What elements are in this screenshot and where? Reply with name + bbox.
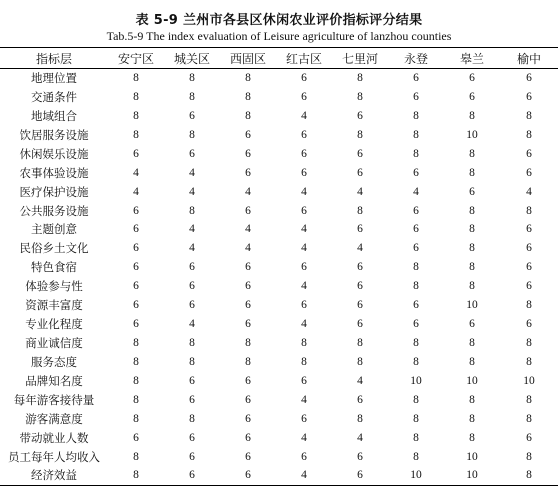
score-cell: 6 — [189, 280, 195, 293]
score-cell: 8 — [301, 356, 307, 369]
score-cell: 6 — [301, 90, 307, 103]
score-cell: 6 — [133, 318, 139, 331]
score-cell: 6 — [301, 299, 307, 312]
score-cell: 6 — [133, 431, 139, 444]
score-cell: 8 — [526, 412, 532, 425]
score-cell: 6 — [413, 204, 419, 217]
score-cell: 6 — [357, 261, 363, 274]
score-cell: 4 — [413, 185, 419, 198]
score-cell: 8 — [526, 128, 532, 141]
table-row — [0, 258, 558, 277]
score-cell: 8 — [189, 337, 195, 350]
score-cell: 8 — [133, 374, 139, 387]
table-row — [0, 466, 558, 485]
score-cell: 4 — [133, 185, 139, 198]
score-cell: 10 — [466, 450, 478, 463]
score-cell: 4 — [133, 166, 139, 179]
score-cell: 6 — [245, 280, 251, 293]
table-caption-en: Tab.5-9 The index evaluation of Leisure agriculture of lanzhou counties — [106, 29, 452, 43]
score-cell: 8 — [189, 128, 195, 141]
score-cell: 6 — [357, 109, 363, 122]
score-cell: 8 — [469, 109, 475, 122]
score-cell: 8 — [469, 223, 475, 236]
table-row — [0, 239, 558, 258]
score-cell: 8 — [245, 72, 251, 85]
score-cell: 6 — [526, 261, 532, 274]
score-cell: 6 — [413, 242, 419, 255]
table-row — [0, 277, 558, 296]
table-row — [0, 201, 558, 220]
score-cell: 8 — [133, 393, 139, 406]
row-indicator-label: 休闲娱乐设施 — [19, 146, 89, 161]
score-cell: 6 — [189, 109, 195, 122]
score-cell: 8 — [133, 337, 139, 350]
score-cell: 10 — [466, 374, 478, 387]
score-cell: 8 — [526, 204, 532, 217]
score-cell: 8 — [245, 337, 251, 350]
row-indicator-label: 农事体验设施 — [19, 165, 89, 180]
score-cell: 4 — [526, 185, 532, 198]
table-row — [0, 315, 558, 334]
score-cell: 6 — [301, 261, 307, 274]
score-cell: 4 — [301, 109, 307, 122]
row-indicator-label: 员工每年人均收入 — [8, 449, 100, 464]
score-cell: 6 — [413, 90, 419, 103]
row-indicator-label: 医疗保护设施 — [19, 184, 89, 199]
score-cell: 6 — [133, 204, 139, 217]
score-cell: 8 — [413, 393, 419, 406]
score-cell: 6 — [469, 185, 475, 198]
score-cell: 6 — [469, 72, 475, 85]
score-cell: 6 — [301, 128, 307, 141]
row-indicator-label: 体验参与性 — [25, 279, 83, 294]
score-cell: 6 — [189, 374, 195, 387]
score-cell: 6 — [133, 261, 139, 274]
score-cell: 8 — [357, 204, 363, 217]
score-cell: 6 — [245, 261, 251, 274]
table-row — [0, 106, 558, 125]
score-cell: 6 — [189, 393, 195, 406]
score-cell: 8 — [189, 72, 195, 85]
score-cell: 8 — [133, 90, 139, 103]
header-county: 榆中 — [500, 48, 558, 69]
score-cell: 8 — [245, 90, 251, 103]
header-indicator: 指标层 — [0, 48, 108, 69]
row-indicator-label: 服务态度 — [31, 355, 77, 370]
table-body — [0, 69, 558, 486]
row-indicator-label: 品牌知名度 — [25, 373, 83, 388]
score-cell: 6 — [301, 204, 307, 217]
score-cell: 4 — [357, 431, 363, 444]
score-cell: 8 — [245, 356, 251, 369]
score-cell: 6 — [526, 280, 532, 293]
score-cell: 8 — [357, 72, 363, 85]
table-row — [0, 69, 558, 88]
score-cell: 6 — [245, 166, 251, 179]
row-indicator-label: 游客满意度 — [25, 411, 83, 426]
table-row — [0, 296, 558, 315]
row-indicator-label: 地理位置 — [31, 71, 77, 86]
score-cell: 8 — [413, 431, 419, 444]
score-cell: 8 — [357, 412, 363, 425]
score-cell: 6 — [301, 412, 307, 425]
score-cell: 6 — [245, 431, 251, 444]
score-cell: 6 — [413, 299, 419, 312]
header-county: 永登 — [388, 48, 444, 69]
score-cell: 8 — [526, 299, 532, 312]
score-cell: 6 — [413, 166, 419, 179]
table-row — [0, 182, 558, 201]
score-cell: 4 — [301, 242, 307, 255]
row-indicator-label: 主题创意 — [31, 222, 77, 237]
row-indicator-label: 饮居服务设施 — [19, 127, 89, 142]
score-cell: 8 — [357, 356, 363, 369]
score-cell: 4 — [357, 374, 363, 387]
header-county: 皋兰 — [444, 48, 500, 69]
score-cell: 4 — [245, 185, 251, 198]
score-cell: 8 — [413, 356, 419, 369]
score-cell: 6 — [133, 242, 139, 255]
table-row — [0, 334, 558, 353]
header-county: 城关区 — [164, 48, 220, 69]
score-cell: 4 — [245, 223, 251, 236]
row-indicator-label: 带动就业人数 — [19, 430, 89, 445]
score-cell: 6 — [189, 450, 195, 463]
score-cell: 6 — [301, 450, 307, 463]
score-cell: 10 — [410, 374, 422, 387]
score-cell: 6 — [245, 374, 251, 387]
score-cell: 8 — [357, 337, 363, 350]
score-cell: 6 — [133, 223, 139, 236]
row-indicator-label: 交通条件 — [31, 89, 77, 104]
score-cell: 8 — [469, 280, 475, 293]
table-row — [0, 220, 558, 239]
score-cell: 6 — [245, 393, 251, 406]
score-cell: 6 — [245, 318, 251, 331]
score-cell: 6 — [301, 72, 307, 85]
score-cell: 8 — [413, 109, 419, 122]
table-row — [0, 163, 558, 182]
score-cell: 8 — [469, 393, 475, 406]
score-cell: 6 — [245, 450, 251, 463]
score-cell: 6 — [189, 299, 195, 312]
score-cell: 6 — [469, 318, 475, 331]
score-cell: 8 — [189, 356, 195, 369]
score-cell: 4 — [189, 242, 195, 255]
score-cell: 8 — [526, 337, 532, 350]
table-row — [0, 353, 558, 372]
score-cell: 6 — [526, 431, 532, 444]
evaluation-table — [0, 47, 558, 486]
score-cell: 8 — [469, 261, 475, 274]
score-cell: 8 — [413, 412, 419, 425]
table-header — [0, 48, 558, 69]
score-cell: 6 — [526, 147, 532, 160]
table-row — [0, 372, 558, 391]
score-cell: 6 — [133, 147, 139, 160]
score-cell: 4 — [301, 431, 307, 444]
score-cell: 6 — [413, 223, 419, 236]
header-county: 安宁区 — [108, 48, 164, 69]
score-cell: 4 — [301, 318, 307, 331]
header-county: 西固区 — [220, 48, 276, 69]
row-indicator-label: 民俗乡土文化 — [19, 241, 89, 256]
score-cell: 6 — [526, 318, 532, 331]
score-cell: 10 — [466, 128, 478, 141]
score-cell: 6 — [189, 261, 195, 274]
score-cell: 6 — [357, 393, 363, 406]
score-cell: 6 — [332, 466, 388, 485]
row-indicator-label: 专业化程度 — [25, 317, 83, 332]
score-cell: 6 — [357, 280, 363, 293]
score-cell: 4 — [276, 466, 332, 485]
score-cell: 6 — [357, 147, 363, 160]
score-cell: 6 — [245, 412, 251, 425]
score-cell: 6 — [357, 450, 363, 463]
score-cell: 4 — [301, 280, 307, 293]
row-indicator-label: 资源丰富度 — [25, 298, 83, 313]
score-cell: 6 — [357, 166, 363, 179]
score-cell: 4 — [189, 318, 195, 331]
score-cell: 6 — [469, 90, 475, 103]
header-county: 红古区 — [276, 48, 332, 69]
score-cell: 8 — [133, 412, 139, 425]
score-cell: 8 — [413, 261, 419, 274]
score-cell: 4 — [301, 223, 307, 236]
table-row — [0, 125, 558, 144]
score-cell: 6 — [133, 299, 139, 312]
score-cell: 8 — [526, 450, 532, 463]
score-cell: 6 — [189, 431, 195, 444]
score-cell: 8 — [526, 109, 532, 122]
score-cell: 6 — [357, 318, 363, 331]
header-county: 七里河 — [332, 48, 388, 69]
score-cell: 8 — [413, 450, 419, 463]
score-cell: 8 — [469, 147, 475, 160]
score-cell: 6 — [245, 128, 251, 141]
score-cell: 8 — [189, 412, 195, 425]
table-row — [0, 87, 558, 106]
score-cell: 8 — [469, 204, 475, 217]
score-cell: 10 — [388, 466, 444, 485]
score-cell: 6 — [220, 466, 276, 485]
score-cell: 8 — [133, 450, 139, 463]
score-cell: 6 — [413, 318, 419, 331]
score-cell: 8 — [245, 109, 251, 122]
score-cell: 10 — [466, 299, 478, 312]
row-indicator-label: 经济效益 — [0, 466, 108, 485]
score-cell: 4 — [301, 393, 307, 406]
row-indicator-label: 每年游客接待量 — [13, 392, 95, 407]
score-cell: 4 — [301, 185, 307, 198]
score-cell: 10 — [444, 466, 500, 485]
score-cell: 8 — [469, 356, 475, 369]
score-cell: 8 — [526, 393, 532, 406]
score-cell: 6 — [245, 299, 251, 312]
score-cell: 6 — [357, 299, 363, 312]
header-row — [0, 48, 558, 69]
score-cell: 8 — [526, 356, 532, 369]
score-cell: 8 — [469, 166, 475, 179]
score-cell: 10 — [523, 374, 535, 387]
score-cell: 4 — [189, 166, 195, 179]
score-cell: 6 — [413, 72, 419, 85]
score-cell: 8 — [133, 109, 139, 122]
score-cell: 6 — [526, 223, 532, 236]
score-cell: 8 — [413, 337, 419, 350]
score-cell: 6 — [357, 223, 363, 236]
score-cell: 6 — [189, 147, 195, 160]
score-cell: 6 — [301, 374, 307, 387]
row-indicator-label: 公共服务设施 — [19, 203, 89, 218]
table-row — [0, 447, 558, 466]
score-cell: 6 — [164, 466, 220, 485]
table-row — [0, 428, 558, 447]
score-cell: 4 — [245, 242, 251, 255]
score-cell: 8 — [133, 356, 139, 369]
score-cell: 6 — [526, 90, 532, 103]
score-cell: 8 — [413, 128, 419, 141]
score-cell: 6 — [245, 147, 251, 160]
score-cell: 6 — [245, 204, 251, 217]
score-cell: 8 — [500, 466, 558, 485]
score-cell: 8 — [189, 90, 195, 103]
table-row — [0, 144, 558, 163]
table-row — [0, 409, 558, 428]
score-cell: 8 — [469, 242, 475, 255]
score-cell: 8 — [133, 128, 139, 141]
score-cell: 8 — [469, 412, 475, 425]
row-indicator-label: 商业诚信度 — [25, 336, 83, 351]
score-cell: 6 — [301, 166, 307, 179]
score-cell: 6 — [133, 280, 139, 293]
score-cell: 8 — [357, 90, 363, 103]
table-caption-cn: 表 5-9 兰州市各县区休闲农业评价指标评分结果 — [135, 13, 423, 28]
score-cell: 8 — [189, 204, 195, 217]
score-cell: 4 — [357, 185, 363, 198]
score-cell: 8 — [469, 337, 475, 350]
score-cell: 8 — [301, 337, 307, 350]
score-cell: 8 — [413, 147, 419, 160]
score-cell: 8 — [469, 431, 475, 444]
score-cell: 8 — [108, 466, 164, 485]
score-cell: 8 — [413, 280, 419, 293]
score-cell: 6 — [526, 242, 532, 255]
score-cell: 4 — [357, 242, 363, 255]
score-cell: 8 — [357, 128, 363, 141]
score-cell: 8 — [133, 72, 139, 85]
row-indicator-label: 特色食宿 — [31, 260, 77, 275]
score-cell: 4 — [189, 223, 195, 236]
table-row — [0, 390, 558, 409]
score-cell: 6 — [526, 72, 532, 85]
row-indicator-label: 地域组合 — [31, 108, 77, 123]
score-cell: 6 — [301, 147, 307, 160]
score-cell: 6 — [526, 166, 532, 179]
score-cell: 4 — [189, 185, 195, 198]
